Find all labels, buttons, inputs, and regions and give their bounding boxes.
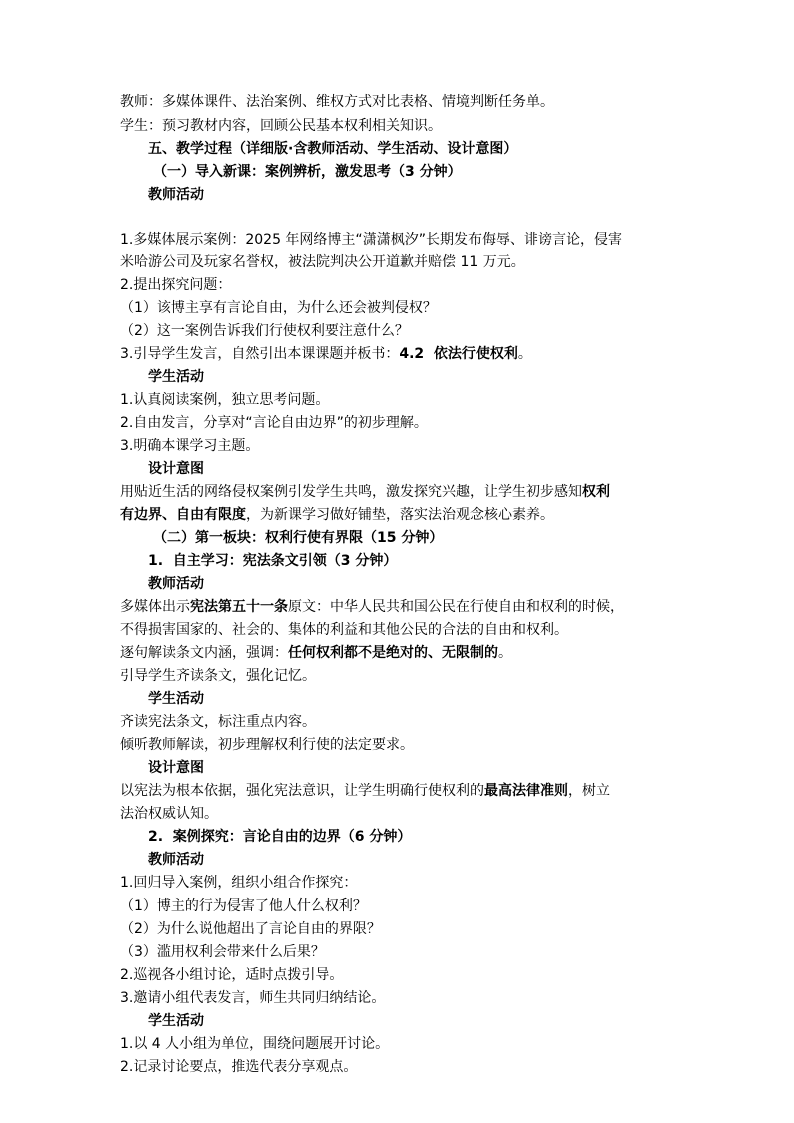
body-text: 用贴近生活的网络侵权案例引发学生共鸣，激发探究兴趣，让学生初步感知 <box>120 484 582 500</box>
body-text: 2.自由发言，分享对“言论自由边界”的初步理解。 <box>120 415 428 431</box>
body-text: 3.引导学生发言，自然引出本课课题并板书： <box>120 346 400 362</box>
body-text: 1.认真阅读案例，独立思考问题。 <box>120 392 330 408</box>
text-line <box>120 435 690 458</box>
text-line <box>153 161 723 184</box>
bold-text: 教师活动 <box>148 187 204 203</box>
text-line <box>120 251 690 274</box>
text-line <box>120 987 690 1010</box>
text-line <box>120 343 690 366</box>
body-text: 2.提出探究问题： <box>120 277 232 293</box>
text-line <box>120 91 690 114</box>
text-line <box>148 138 718 161</box>
text-line <box>120 389 690 412</box>
bold-text: 4.2 依法行使权利 <box>399 346 518 362</box>
body-text: 3.邀请小组代表发言，师生共同归纳结论。 <box>120 990 386 1006</box>
text-line <box>120 115 690 138</box>
body-text: 1.回归导入案例，组织小组合作探究： <box>120 875 358 891</box>
text-line <box>120 803 690 826</box>
body-text: 逐句解读条文内涵，强调： <box>120 645 288 661</box>
text-line <box>120 412 690 435</box>
text-line <box>120 872 690 895</box>
text-line <box>148 573 718 596</box>
text-line <box>148 366 718 389</box>
body-text: 倾听教师解读，初步理解权利行使的法定要求。 <box>120 737 414 753</box>
bold-text: 1. 自主学习：宪法条文引领（3 分钟） <box>148 553 398 569</box>
body-text: 不得损害国家的、社会的、集体的利益和其他公民的合法的自由和权利。 <box>120 622 568 638</box>
text-line <box>120 1033 690 1056</box>
body-text: 3.明确本课学习主题。 <box>120 438 260 454</box>
text-line <box>120 1056 690 1079</box>
text-line <box>120 964 690 987</box>
text-line <box>120 941 690 964</box>
bold-text: 权利 <box>582 484 610 500</box>
bold-text: 任何权利都不是绝对的、无限制的 <box>288 645 498 661</box>
text-line <box>148 1010 718 1033</box>
text-line <box>120 711 690 734</box>
bold-text: 教师活动 <box>148 576 204 592</box>
text-line <box>148 757 718 780</box>
text-line <box>120 297 690 320</box>
text-line <box>120 481 690 504</box>
body-text: 。 <box>517 346 532 362</box>
text-line <box>148 826 718 849</box>
text-line <box>120 274 690 297</box>
body-text: 多媒体出示 <box>120 599 190 615</box>
bold-text: 设计意图 <box>148 760 204 776</box>
body-text: 2.记录讨论要点，推选代表分享观点。 <box>120 1059 358 1075</box>
body-text: ，树立 <box>568 783 610 799</box>
body-text: 。 <box>498 645 512 661</box>
body-text: 1.多媒体展示案例：2025 年网络博主“潇潇枫汐”长期发布侮辱、诽谤言论，侵害 <box>120 232 622 248</box>
text-line <box>120 320 690 343</box>
text-line <box>153 527 723 550</box>
bold-text: 学生活动 <box>148 1013 204 1029</box>
text-line <box>120 504 690 527</box>
text-line <box>120 918 690 941</box>
body-text: （1）该博主享有言论自由，为什么还会被判侵权？ <box>120 300 437 316</box>
body-text: 原文：中华人民共和国公民在行使自由和权利的时候， <box>288 599 624 615</box>
text-line <box>148 688 718 711</box>
text-line <box>120 895 690 918</box>
text-line <box>120 229 690 252</box>
text-line <box>148 550 718 573</box>
text-line <box>148 458 718 481</box>
body-text: ，为新课学习做好铺垫，落实法治观念核心素养。 <box>246 507 554 523</box>
bold-text: 宪法第五十一条 <box>190 599 288 615</box>
bold-text: 最高法律准则 <box>484 783 568 799</box>
body-text: 1.以 4 人小组为单位，围绕问题展开讨论。 <box>120 1036 390 1052</box>
body-text: （2）为什么说他超出了言论自由的界限？ <box>120 921 381 937</box>
text-line <box>120 642 690 665</box>
text-line <box>120 619 690 642</box>
text-line <box>120 734 690 757</box>
body-text: 引导学生齐读条文，强化记忆。 <box>120 668 316 684</box>
bold-text: 2. 案例探究：言论自由的边界（6 分钟） <box>148 829 412 845</box>
text-line <box>148 849 718 872</box>
text-line <box>120 665 690 688</box>
body-text: 学生：预习教材内容，回顾公民基本权利相关知识。 <box>120 118 442 134</box>
bold-text: 五、教学过程（详细版·含教师活动、学生活动、设计意图） <box>148 141 518 157</box>
text-line <box>148 184 718 207</box>
bold-text: 学生活动 <box>148 369 204 385</box>
bold-text: 学生活动 <box>148 691 204 707</box>
bold-text: 教师活动 <box>148 852 204 868</box>
text-line <box>120 780 690 803</box>
body-text: （1）博主的行为侵害了他人什么权利？ <box>120 898 367 914</box>
body-text: 米哈游公司及玩家名誉权，被法院判决公开道歉并赔偿 11 万元。 <box>120 254 525 270</box>
body-text: 2.巡视各小组讨论，适时点拨引导。 <box>120 967 344 983</box>
body-text: 教师：多媒体课件、法治案例、维权方式对比表格、情境判断任务单。 <box>120 94 554 110</box>
text-line <box>120 596 690 619</box>
body-text: （2）这一案例告诉我们行使权利要注意什么？ <box>120 323 409 339</box>
bold-text: （二）第一板块：权利行使有界限（15 分钟） <box>153 530 444 546</box>
body-text: 齐读宪法条文，标注重点内容。 <box>120 714 316 730</box>
bold-text: （一）导入新课：案例辨析，激发思考（3 分钟） <box>153 164 462 180</box>
body-text: （3）滥用权利会带来什么后果？ <box>120 944 325 960</box>
bold-text: 设计意图 <box>148 461 204 477</box>
body-text: 以宪法为根本依据，强化宪法意识，让学生明确行使权利的 <box>120 783 484 799</box>
bold-text: 有边界、自由有限度 <box>120 507 246 523</box>
body-text: 法治权威认知。 <box>120 806 218 822</box>
